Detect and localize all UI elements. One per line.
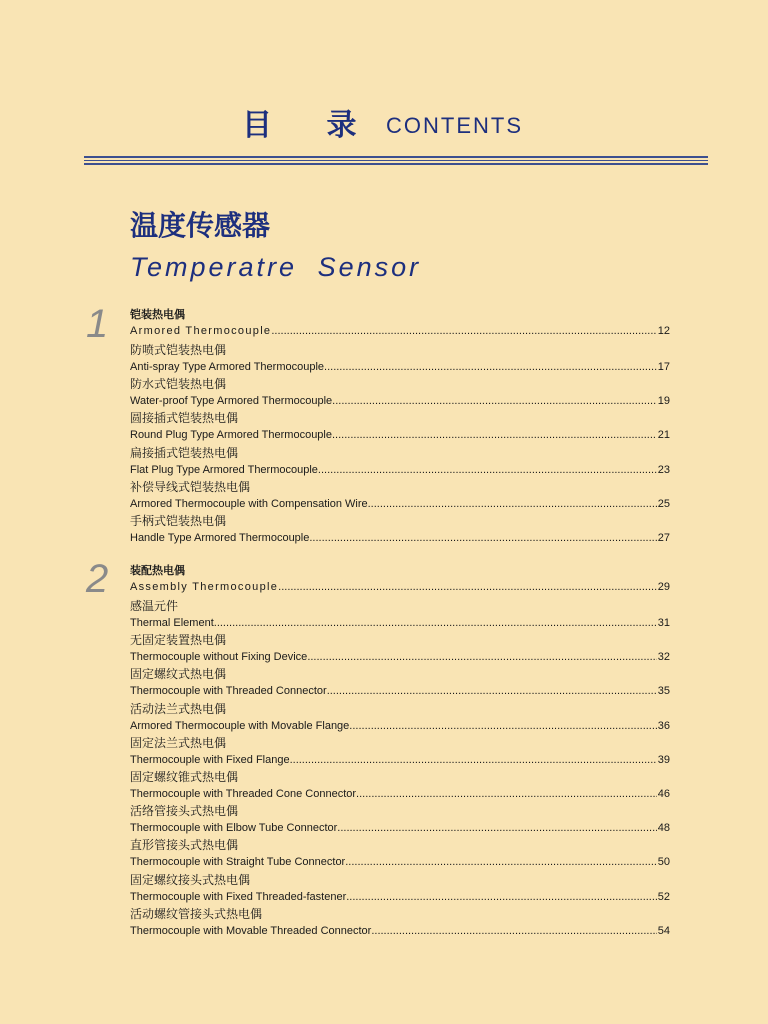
entry-title-cn: 固定螺纹接头式热电偶 — [130, 872, 251, 887]
entry-page-number: 27 — [657, 531, 670, 544]
entry-title-cn: 固定螺纹式热电偶 — [130, 667, 227, 682]
toc-entry[interactable] — [130, 598, 670, 632]
toc-entry[interactable] — [130, 872, 670, 906]
entry-page-number: 21 — [657, 429, 670, 442]
entry-title-cn: 手柄式铠装热电偶 — [130, 513, 227, 528]
toc-entry[interactable] — [130, 479, 670, 513]
entry-title-cn: 活络管接头式热电偶 — [130, 804, 239, 819]
leader-dots — [332, 427, 657, 443]
toc-entry[interactable] — [130, 803, 670, 837]
entry-title-en: Thermocouple with Threaded Connector — [130, 685, 327, 698]
toc-entry[interactable] — [130, 701, 670, 735]
section-title-english: Temperatre Sensor — [130, 252, 422, 282]
entry-page-number: 36 — [657, 719, 670, 732]
leader-dots — [278, 579, 657, 595]
leader-dots — [327, 683, 657, 699]
entry-title-en: Armored Thermocouple — [130, 325, 272, 337]
entry-title-en: Thermocouple without Fixing Device — [130, 651, 308, 664]
title-chinese: 目 录 — [242, 108, 379, 143]
toc-entry[interactable] — [130, 837, 670, 871]
entry-title-en: Thermocouple with Straight Tube Connector — [130, 856, 346, 869]
toc-entry[interactable] — [130, 445, 670, 479]
leader-dots — [368, 496, 657, 512]
leader-dots — [337, 820, 656, 836]
header-rule-bottom — [84, 163, 708, 165]
toc-entry[interactable] — [130, 666, 670, 700]
toc-entry[interactable] — [130, 562, 670, 598]
entry-page-number: 39 — [657, 753, 670, 766]
entry-page-number: 50 — [657, 856, 670, 869]
entry-title-en: Armored Thermocouple with Compensation Wire — [130, 497, 368, 510]
entry-page-number: 31 — [657, 617, 670, 629]
leader-dots — [332, 393, 657, 409]
toc-entry[interactable] — [130, 906, 670, 940]
entry-title-cn: 固定法兰式热电偶 — [130, 735, 227, 750]
header-rule-top — [84, 156, 708, 158]
toc-entry[interactable] — [130, 376, 670, 410]
entry-title-cn: 感温元件 — [130, 599, 179, 613]
leader-dots — [307, 649, 656, 665]
entry-page-number: 54 — [657, 924, 670, 937]
entry-page-number: 48 — [657, 822, 670, 835]
entry-title-cn: 补偿导线式铠装热电偶 — [130, 479, 251, 494]
group-number: 1 — [86, 302, 109, 346]
entry-title-cn: 扁接插式铠装热电偶 — [130, 445, 239, 460]
toc-group-armored — [130, 306, 670, 547]
leader-dots — [214, 615, 657, 631]
leader-dots — [271, 323, 656, 339]
leader-dots — [356, 786, 657, 802]
toc-entry[interactable] — [130, 513, 670, 547]
entry-title-en: Assembly Thermocouple — [130, 581, 279, 593]
entry-page-number: 25 — [657, 497, 670, 510]
entry-title-cn: 无固定装置热电偶 — [130, 633, 227, 648]
entry-title-cn: 防喷式铠装热电偶 — [130, 343, 227, 357]
entry-title-cn: 防水式铠装热电偶 — [130, 377, 227, 392]
entry-title-en: Thermal Element — [130, 617, 214, 629]
toc-entry[interactable] — [130, 342, 670, 376]
entry-title-cn: 活动法兰式热电偶 — [130, 701, 227, 716]
toc-entry[interactable] — [130, 306, 670, 342]
leader-dots — [345, 854, 657, 870]
entry-title-en: Water-proof Type Armored Thermocouple — [130, 395, 333, 408]
entry-title-en: Thermocouple with Fixed Flange — [130, 753, 290, 766]
entry-title-cn: 装配热电偶 — [130, 564, 185, 577]
toc-entry[interactable] — [130, 769, 670, 803]
leader-dots — [324, 359, 657, 375]
entry-title-cn: 固定螺纹锥式热电偶 — [130, 769, 239, 784]
entry-title-en: Flat Plug Type Armored Thermocouple — [130, 463, 318, 476]
entry-page-number: 52 — [657, 890, 670, 903]
entry-page-number: 46 — [657, 787, 670, 800]
entry-title-en: Thermocouple with Elbow Tube Connector — [130, 822, 338, 835]
entry-title-cn: 直形管接头式热电偶 — [130, 838, 239, 853]
entry-title-en: Armored Thermocouple with Movable Flange — [130, 719, 350, 732]
leader-dots — [349, 718, 656, 734]
entry-title-en: Anti-spray Type Armored Thermocouple — [130, 361, 325, 373]
entry-title-en: Thermocouple with Fixed Threaded-fastener — [130, 890, 347, 903]
entry-title-cn: 圆接插式铠装热电偶 — [130, 411, 239, 426]
entry-title-en: Handle Type Armored Thermocouple — [130, 531, 310, 544]
entry-page-number: 12 — [657, 325, 670, 337]
header-rule-middle — [84, 160, 708, 161]
toc-group-assembly — [130, 562, 670, 940]
contents-header — [0, 108, 768, 148]
entry-page-number: 19 — [657, 395, 670, 408]
leader-dots — [346, 889, 657, 905]
title-english: CONTENTS — [386, 113, 523, 138]
leader-dots — [309, 530, 656, 546]
leader-dots — [318, 462, 657, 478]
entry-title-cn: 铠装热电偶 — [130, 308, 185, 321]
entry-page-number: 29 — [657, 581, 670, 593]
group-number: 2 — [86, 557, 109, 601]
entry-page-number: 35 — [657, 685, 670, 698]
entry-title-en: Thermocouple with Threaded Cone Connector — [130, 787, 357, 800]
section-title-chinese: 温度传感器 — [130, 209, 271, 242]
entry-page-number: 32 — [657, 651, 670, 664]
toc-entry[interactable] — [130, 410, 670, 444]
toc-entry[interactable] — [130, 632, 670, 666]
leader-dots — [290, 752, 657, 768]
entry-title-cn: 活动螺纹管接头式热电偶 — [130, 906, 263, 921]
entry-page-number: 23 — [657, 463, 670, 476]
toc-entry[interactable] — [130, 735, 670, 769]
leader-dots — [371, 923, 656, 939]
entry-page-number: 17 — [657, 361, 670, 373]
entry-title-en: Round Plug Type Armored Thermocouple — [130, 429, 332, 442]
entry-title-en: Thermocouple with Movable Threaded Connector — [130, 924, 372, 937]
